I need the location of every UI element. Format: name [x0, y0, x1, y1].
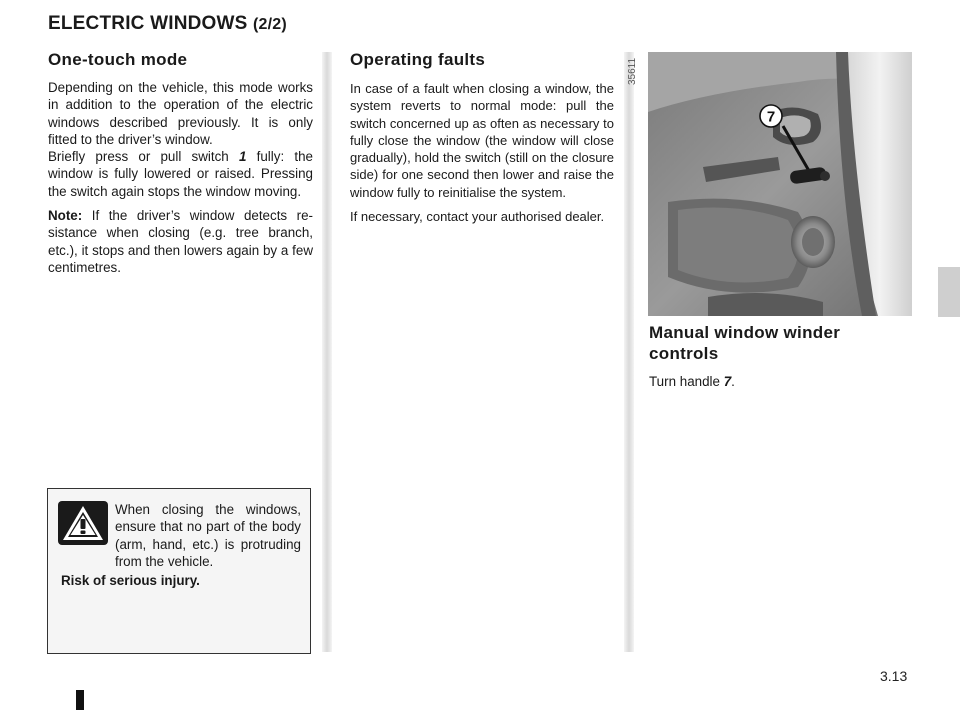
corner-mark	[76, 690, 84, 710]
operating-faults-section	[350, 50, 614, 232]
door-photo	[648, 52, 912, 316]
operating-faults-paragraph-1: In case of a fault when closing a window, the system reverts to normal mode: pull the switch concerned up as often as necessary to fully close the window (the window will close gradually), hold the switch (still on the closure side) for one second then lower and raise the window fully to reinitialise the system.	[350, 81, 614, 200]
warning-triangle-icon	[58, 501, 108, 545]
figure-code: 35611	[627, 57, 638, 85]
chapter-tab	[938, 267, 960, 317]
warning-risk: Risk of serious injury.	[61, 573, 200, 588]
note-text: If the driver’s window detects re-sistance when closing (e.g. tree branch, etc.), it stops and then lowers again by a few centimetres.	[48, 208, 313, 275]
note-paragraph	[48, 207, 313, 276]
warning-text: When closing the windows, ensure that no part of the body (arm, hand, etc.) is protruding from the vehicle.	[115, 502, 301, 569]
one-touch-heading: One-touch mode	[48, 50, 188, 69]
manual-winder-text	[649, 373, 914, 390]
callout-7: 7	[766, 108, 776, 126]
column-divider-right	[624, 52, 634, 652]
title-text: ELECTRIC WINDOWS	[48, 13, 248, 34]
p2-end: fully: the window is fully lowered or raised. Pressing the switch again stops the window moving.	[48, 149, 313, 199]
switch-reference: 1	[238, 149, 247, 165]
page-title	[48, 13, 287, 35]
door-illustration	[648, 52, 912, 316]
page-number: 3.13	[880, 668, 908, 684]
one-touch-paragraph-1: Depending on the vehicle, this mode works in addition to the operation of the electric windows described previously. It is only fitted to the driver’s window.	[48, 80, 313, 147]
one-touch-section	[48, 50, 313, 283]
handle-reference: 7	[723, 374, 732, 389]
one-touch-paragraph-2	[48, 148, 313, 200]
note-label: Note:	[48, 208, 83, 224]
p2-start: Briefly press or pull switch	[48, 149, 239, 165]
manual-text-end: .	[731, 374, 735, 389]
manual-winder-heading: Manual window winder controls	[649, 323, 841, 363]
manual-text-start: Turn handle	[649, 374, 724, 389]
manual-winder-section	[649, 322, 914, 397]
warning-box	[47, 488, 311, 654]
operating-faults-paragraph-2: If necessary, contact your authorised dealer.	[350, 209, 605, 225]
column-divider-left	[322, 52, 332, 652]
title-suffix: (2/2)	[253, 16, 287, 33]
operating-faults-heading: Operating faults	[350, 50, 486, 69]
